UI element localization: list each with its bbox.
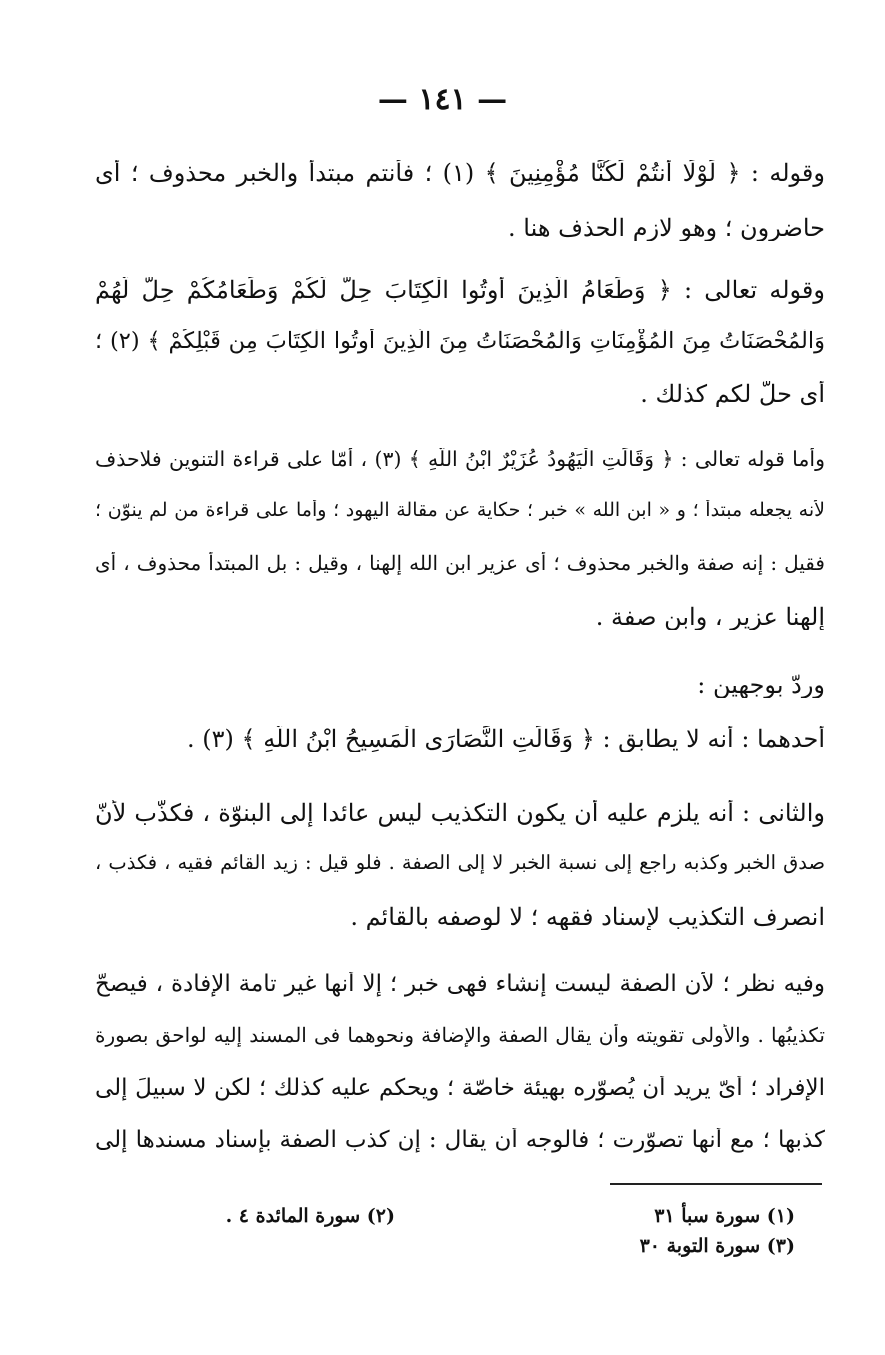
paragraph-5 [95,726,825,752]
footnote-2: (٢) سورة المائدة ٤ . [225,1205,395,1227]
page-number: — ١٤١ — [377,82,508,117]
text-line: انصرف التكذيب لإسناد فقهه ؛ لا لوصفه بالقائم . [350,904,825,931]
text-line: وقوله تعالى : ﴿ وَطَعَامُ الَّذِينَ أُوتُوا الْكِتَابَ حِلٌّ لَّكُمْ وَطَعَامُكُمْ حِلٌّ لَّهُمْ [95,277,825,304]
footnote-3: (٣) سورة التوبة ٣٠ [639,1235,795,1257]
paragraph-4 [95,672,825,698]
paragraph-1 [95,160,825,241]
text-line: وفيه نظر ؛ لأن الصفة ليست إنشاء فهى خبر ؛ إلّا أنها غير تامة الإفادة ، فيصحّ [95,972,825,997]
text-line: أحدهما : أنه لا يطابق : ﴿ وَقَالَتِ النَّصَارَى الْمَسِيحُ ابْنُ اللَّهِ ﴾ (٣) . [187,726,825,753]
text-line: لأنه يجعله مبتدأ ؛ و « ابن الله » خبر ؛ حكاية عن مقالة اليهود ؛ وأما على قراءة من لم ينوّن ؛ [95,500,825,521]
text-line: وقوله : ﴿ لَوْلَا أَنتُمْ لَكُنَّا مُؤْمِنِينَ ﴾ (١) ؛ فأنتم مبتدأ والخبر محذوف ؛ أى [95,160,825,187]
text-line: والثانى : أنه يلزم عليه أن يكون التكذيب ليس عائدا إلى البنوّة ، فكذّب لأنّ [95,800,825,827]
footnote-1: (١) سورة سبأ ٣١ [654,1205,795,1227]
footnote-divider [610,1183,822,1185]
text-line: صدق الخبر وكذبه راجع إلى نسبة الخبر لا إلى الصفة . فلو قيل : زيد القائم فقيه ، فكذب ، [95,852,825,874]
text-line: أى حلّ لكم كذلك . [640,381,825,408]
text-line: تكذيبُها . والأولى تقويته وأن يقال الصفة والإضافة ونحوهما فى المسند إليه لواحق بصورة [95,1024,825,1047]
paragraph-2 [95,277,825,407]
paragraph-7 [95,972,825,1153]
text-line: إلهنا عزير ، وابن صفة . [595,604,825,631]
text-line: وأما قوله تعالى : ﴿ وَقَالَتِ الْيَهُودُ عُزَيْرٌ ابْنُ اللَّهِ ﴾ (٣) ، أمّا على قراءة التنوين فلاحذف [95,448,825,471]
text-line: كذبها ؛ مع أنها تصوّرت ؛ فالوجه أن يقال : إن كذب الصفة بإسناد مسندها إلى [95,1128,825,1153]
text-line: وَالْمُحْصَنَاتُ مِنَ الْمُؤْمِنَاتِ وَالْمُحْصَنَاتُ مِنَ الَّذِينَ أُوتُوا الْكِتَابَ مِن قَبْلِكُمْ ﴾ (٢) ؛ [95,329,825,354]
paragraph-3 [95,448,825,630]
text-line: الإفراد ؛ أىّ يريد أن يُصوّره بهيئة خاصّة ؛ ويحكم عليه كذلك ؛ لكن لا سبيلَ إلى [95,1076,825,1101]
paragraph-6 [95,800,825,930]
text-line: حاضرون ؛ وهو لازم الحذف هنا . [508,215,825,242]
text-line: فقيل : إنه صفة والخبر محذوف ؛ أى عزير ابن الله إلهنا ، وقيل : بل المبتدأ محذوف ، أى [95,552,825,575]
text-line: وردّ بوجهين : [697,672,825,699]
